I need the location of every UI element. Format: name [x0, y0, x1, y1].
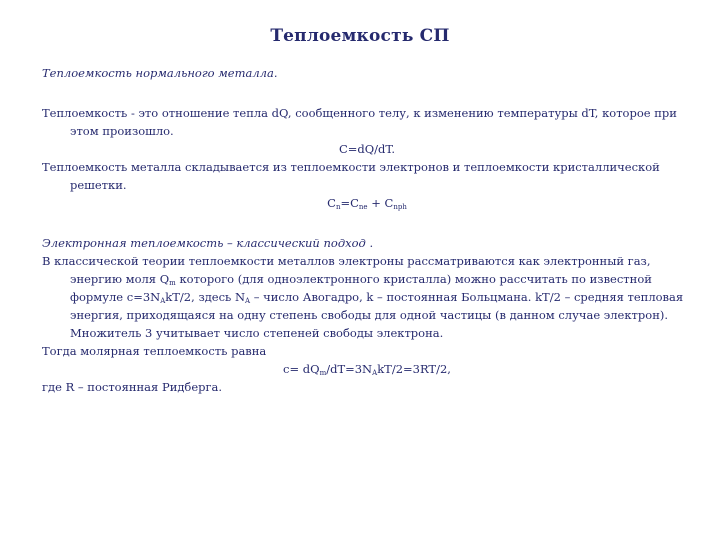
formula-molar-part: c= dQ — [283, 362, 320, 376]
slide-content — [42, 64, 692, 396]
formula-molar-sub: m — [319, 369, 327, 377]
slide-title: Теплоемкость СП — [270, 26, 450, 46]
formula-sum-part: + C — [367, 196, 394, 210]
formula-sum-sub: nph — [393, 203, 407, 211]
heading-normal-metal: Теплоемкость нормального металла. — [42, 66, 278, 80]
paragraph-sub: m — [169, 279, 176, 287]
heading-electron-tail: . — [365, 236, 374, 250]
paragraph-part: В классической теории теплоемкости металлов электроны рассматриваются как электронный газ, энергию моля Q — [42, 254, 651, 286]
paragraph-part: – число Авогадро, k – постоянная Больцмана. kT/2 – средняя тепловая энергия, приходящаяся на одну степень свободы для одной частицы (в данном случае электрон). Множитель 3 учитывает число степеней свободы электрона. — [70, 290, 684, 340]
formula-sum-part: =C — [340, 196, 359, 210]
formula-sum-sub: ne — [358, 203, 368, 211]
formula-sum-sub: n — [335, 203, 341, 211]
paragraph-sub: A — [160, 297, 166, 305]
formula-sum — [42, 194, 692, 212]
classical-theory-paragraph — [42, 252, 692, 342]
formula-molar — [42, 360, 692, 378]
formula-heat-capacity: C=dQ/dT. — [338, 142, 396, 156]
paragraph-part: kT/2, здесь N — [165, 290, 246, 304]
paragraph-part: которого (для одноэлектронного кристалла) можно рассчитать по известной формуле c=3N — [70, 272, 652, 304]
formula-molar-sub: A — [372, 369, 378, 377]
formula-molar-part: kT/2=3RT/2, — [377, 362, 451, 376]
paragraph-sub: A — [245, 297, 251, 305]
composition-paragraph: Теплоемкость металла складывается из теплоемкости электронов и теплоемкости кристаллической решетки. — [42, 160, 660, 192]
heading-electron-text: Электронная теплоемкость – классический подход — [42, 236, 366, 250]
rydberg-note: где R – постоянная Ридберга. — [42, 380, 223, 394]
heading-electron — [42, 234, 692, 252]
formula-sum-part: C — [327, 196, 336, 210]
formula-molar-part: /dT=3N — [326, 362, 373, 376]
molar-intro: Тогда молярная теплоемкость равна — [42, 344, 267, 358]
definition-paragraph: Теплоемкость - это отношение тепла dQ, сообщенного телу, к изменению температуры dT, которое при этом произошло. — [42, 106, 677, 138]
